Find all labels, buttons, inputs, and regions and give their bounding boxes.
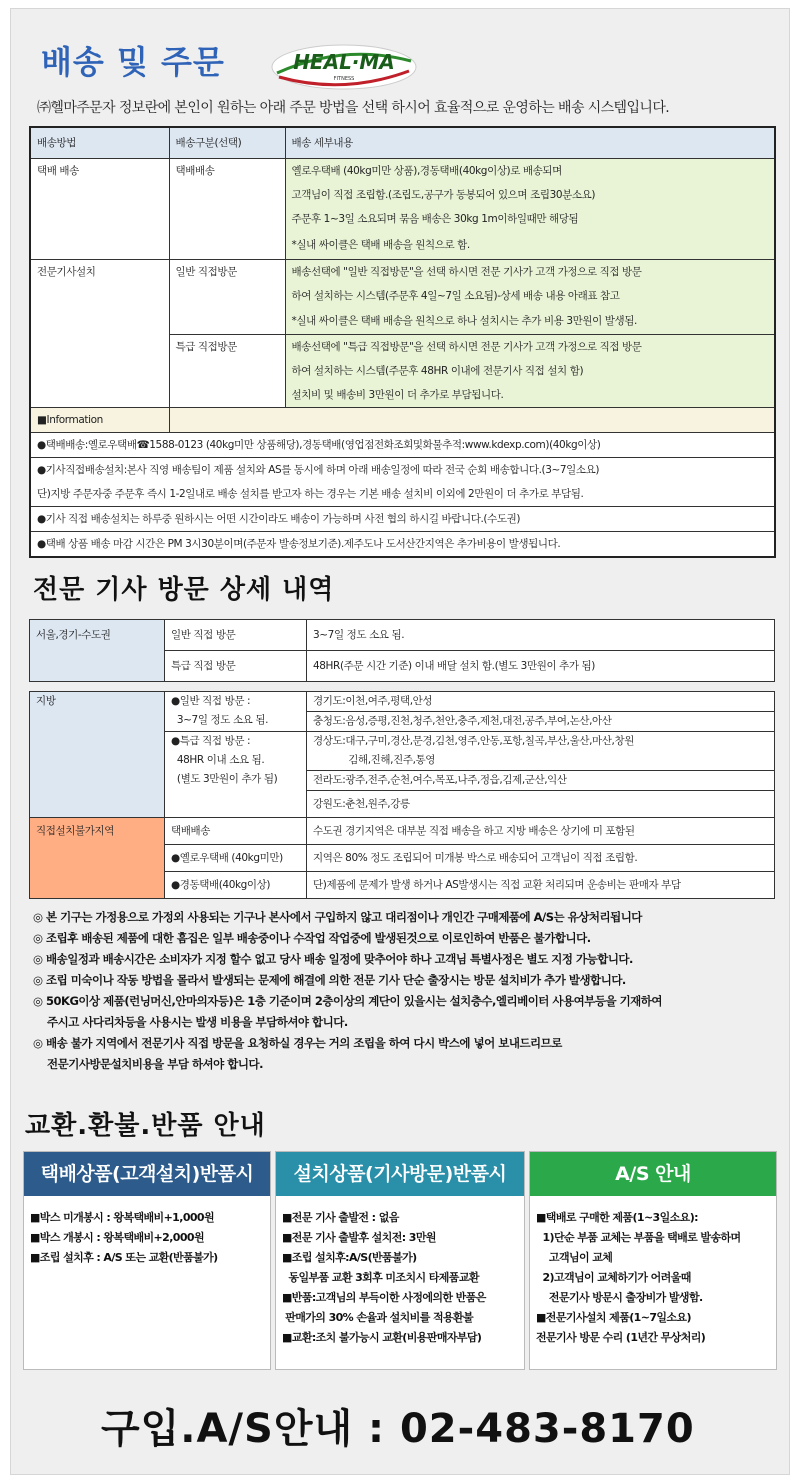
- table-header-row: [30, 127, 775, 159]
- return-box-body: [24, 1196, 270, 1280]
- return-box-body: [530, 1196, 776, 1360]
- table-row: [30, 260, 775, 335]
- visit-type-line: ●특급 직접 방문 :: [171, 735, 251, 747]
- visit-type-line: ●일반 직접 방문 :: [171, 695, 251, 707]
- visit-type-cell: [165, 732, 307, 818]
- table-row: [30, 159, 775, 260]
- unavailable-item: ●경동택배(40kg이상): [165, 872, 307, 899]
- capital-visit-table: [29, 619, 775, 682]
- page-subtitle: ㈜헬마주문자 정보란에 본인이 원하는 아래 주문 방법을 선택 하시어 효율적으로 운영하는 배송 시스템입니다.: [37, 100, 670, 116]
- detail-line: 배송선택에 "특급 직접방문"을 선택 하시면 전문 기사가 고객 가정으로 직접 방문: [291, 341, 642, 353]
- return-line: 전문기사 방문 수리 (1년간 무상처리): [536, 1331, 706, 1344]
- unavailable-detail: 지역은 80% 정도 조립되어 미개봉 박스로 배송되어 고객님이 직접 조립함.: [307, 845, 775, 872]
- unavailable-detail: 수도권 경기지역은 대부분 직접 배송을 하고 지방 배송은 상기에 미 포함된: [307, 818, 775, 845]
- region-cell: 직접설치불가지역: [30, 818, 165, 899]
- return-line: ■반품:고객님의 부득이한 사정에의한 반품은: [282, 1291, 486, 1304]
- return-line: 고객님이 교체: [536, 1251, 613, 1264]
- visit-type-cell: [165, 692, 307, 732]
- unavailable-detail: 단)제품에 문제가 발생 하거나 AS발생시는 직접 교환 처리되며 운송비는 판매자 부담: [307, 872, 775, 899]
- info-text: ●기사 직접 배송설치는 하루중 원하시는 어떤 시간이라도 배송이 가능하며 사전 협의 하시길 바랍니다.(수도권): [30, 507, 775, 532]
- note-item: ◎ 조립 미숙이나 작동 방법을 몰라서 발생되는 문제에 해결에 의한 전문 기사 단순 출장시는 방문 설치비가 추가 발생합니다.: [33, 973, 626, 987]
- note-item: ◎ 조립후 배송된 제품에 대한 흠집은 일부 배송중이나 수작업 작업중에 발생된것으로 이로인하여 반품은 불가합니다.: [33, 931, 591, 945]
- column-header: 배송구분(선택): [169, 127, 285, 159]
- logo-text: HEAL·MA: [293, 50, 395, 74]
- return-line: 전문기사 방문시 출장비가 발생함.: [536, 1291, 703, 1304]
- detail-line: *실내 싸이클은 택배 배송을 원칙으로 함.: [291, 239, 470, 251]
- return-line: 판매가의 30% 손율과 설치비를 적용환불: [282, 1311, 474, 1324]
- return-line: ■박스 미개봉시 : 왕복택배비+1,000원: [30, 1211, 215, 1224]
- table-row: [30, 818, 775, 845]
- returns-section-title: 교환.환불.반품 안내: [25, 1111, 266, 1141]
- method-cell: 택배 배송: [30, 159, 169, 260]
- info-text: ●택배 상품 배송 마감 시간은 PM 3시30분이며(주문자 발송정보기준).제주도나 도서산간지역은 추가비용이 발생됩니다.: [30, 532, 775, 558]
- return-line: ■전문기사설치 제품(1~7일소요): [536, 1311, 691, 1324]
- delivery-table: [29, 126, 776, 558]
- info-row: [30, 433, 775, 458]
- return-box-title: A/S 안내: [530, 1152, 776, 1196]
- area-line: 경상도:대구,구미,경산,문경,김천,영주,안동,포항,칠곡,부산,울산,마산,창원: [313, 735, 634, 747]
- info-text: ●기사직접배송설치:본사 직영 배송팀이 제품 설치와 AS를 동시에 하며 아래 배송일정에 따라 전국 순회 배송합니다.(3~7일소요): [37, 464, 600, 476]
- local-visit-table: [29, 691, 775, 899]
- type-cell: 특급 직접방문: [169, 335, 285, 408]
- method-cell: 전문기사설치: [30, 260, 169, 408]
- note-item: ◎ 배송일정과 배송시간은 소비자가 지정 할수 없고 당사 배송 일정에 맞추어야 하나 고객님 특별사정은 별도 지정 가능합니다.: [33, 952, 633, 966]
- unavailable-item: 택배배송: [165, 818, 307, 845]
- visit-type-line: (별도 3만원이 추가 됨): [171, 773, 278, 785]
- healma-logo: [269, 37, 419, 93]
- table-row: [30, 692, 775, 712]
- visit-detail-cell: 3~7일 정도 소요 됨.: [307, 620, 775, 651]
- column-header: 배송방법: [30, 127, 169, 159]
- detail-line: 주문후 1~3일 소요되며 묶음 배송은 30kg 1m이하일때만 해당됨: [291, 213, 579, 225]
- visit-type-cell: 일반 직접 방문: [165, 620, 307, 651]
- note-item: 전문기사방문설치비용을 부담 하셔야 합니다.: [33, 1057, 263, 1071]
- return-line: ■조립 설치후:A/S(반품불가): [282, 1251, 417, 1264]
- area-cell: 강원도:춘천,원주,강릉: [307, 791, 775, 818]
- return-line: ■교환:조치 불가능시 교환(비용판매자부담): [282, 1331, 482, 1344]
- info-text-block: [30, 458, 775, 507]
- area-cell: 충청도:음성,증평,진천,청주,천안,충주,제천,대전,공주,부여,논산,아산: [307, 712, 775, 732]
- area-cell: 경기도:이천,여주,평택,안성: [307, 692, 775, 712]
- note-item: 주시고 사다리차등을 사용시는 발생 비용을 부담하셔야 합니다.: [33, 1015, 348, 1029]
- info-empty-cell: [169, 408, 775, 433]
- return-line: ■조립 설치후 : A/S 또는 교환(반품불가): [30, 1251, 218, 1264]
- detail-cell: [285, 260, 775, 335]
- visit-type-cell: 특급 직접 방문: [165, 651, 307, 682]
- return-box-title: 설치상품(기사방문)반품시: [276, 1152, 524, 1196]
- note-item: ◎ 본 기구는 가정용으로 가정외 사용되는 기구나 본사에서 구입하지 않고 대리점이나 개인간 구매제품에 A/S는 유상처리됩니다: [33, 910, 642, 924]
- unavailable-item: ●옐로우택배 (40kg미만): [165, 845, 307, 872]
- notes-list: [33, 907, 773, 1075]
- detail-line: 하여 설치하는 시스템(주문후 4일~7일 소요됨)-상세 배송 내용 아래표 참고: [291, 290, 620, 302]
- return-box-body: [276, 1196, 524, 1360]
- type-cell: 택배배송: [169, 159, 285, 260]
- info-row: [30, 458, 775, 507]
- detail-cell: [285, 335, 775, 408]
- return-line: ■박스 개봉시 : 왕복택배비+2,000원: [30, 1231, 204, 1244]
- detail-line: 옐로우택배 (40kg미만 상품),경동택배(40kg이상)로 배송되며: [291, 165, 562, 177]
- detail-line: 배송선택에 "일반 직접방문"을 선택 하시면 전문 기사가 고객 가정으로 직접 방문: [291, 266, 642, 278]
- return-box-title: 택배상품(고객설치)반품시: [24, 1152, 270, 1196]
- logo-sub: FITNESS: [333, 76, 355, 82]
- return-box-courier: [23, 1151, 271, 1370]
- detail-line: *실내 싸이클은 택배 배송을 원칙으로 하나 설치시는 추가 비용 3만원이 발생됨.: [291, 315, 637, 327]
- column-header: 배송 세부내용: [285, 127, 775, 159]
- detail-line: 고객님이 직접 조립함.(조립도,공구가 동봉되어 있으며 조립30분소요): [291, 189, 596, 201]
- contact-phone: 구입.A/S안내 : 02-483-8170: [101, 1406, 695, 1452]
- return-box-as: [529, 1151, 777, 1370]
- info-text: ●택배배송:옐로우택배☎1588-0123 (40kg미만 상품해당),경동택배(영업점전화조회및화물추적:www.kdexp.com)(40kg이상): [30, 433, 775, 458]
- return-line: 1)단순 부품 교체는 부품을 택배로 발송하며: [536, 1231, 741, 1244]
- region-cell: 지방: [30, 692, 165, 818]
- area-cell: [307, 732, 775, 771]
- page-panel: [10, 8, 790, 1475]
- page-title: 배송 및 주문: [41, 43, 225, 81]
- type-cell: 일반 직접방문: [169, 260, 285, 335]
- visit-detail-cell: 48HR(주문 시간 기준) 이내 배달 설치 함.(별도 3만원이 추가 됨): [307, 651, 775, 682]
- return-box-install: [275, 1151, 525, 1370]
- info-header-row: [30, 408, 775, 433]
- return-line: ■전문 기사 출발후 설치전: 3만원: [282, 1231, 436, 1244]
- info-row: [30, 532, 775, 558]
- detail-line: 하여 설치하는 시스템(주문후 48HR 이내에 전문기사 직접 설치 함): [291, 365, 584, 377]
- return-line: 2)고객님이 교체하기가 어려울때: [536, 1271, 691, 1284]
- info-text: 단)지방 주문자중 주문후 즉시 1-2일내로 배송 설치를 받고자 하는 경우는 기본 배송 설치비 이외에 2만원이 더 추가로 부담됨.: [37, 488, 584, 500]
- note-item: ◎ 배송 불가 지역에서 전문기사 직접 방문을 요청하실 경우는 거의 조립을 하여 다시 박스에 넣어 보내드리므로: [33, 1036, 562, 1050]
- visit-section-title: 전문 기사 방문 상세 내역: [33, 575, 335, 605]
- visit-type-line: 48HR 이내 소요 됨.: [171, 754, 265, 766]
- return-line: ■택배로 구매한 제품(1~3일소요):: [536, 1211, 698, 1224]
- table-row: [30, 620, 775, 651]
- return-line: 동일부품 교환 3회후 미조치시 타제품교환: [282, 1271, 479, 1284]
- info-label: ■Information: [30, 408, 169, 433]
- info-row: [30, 507, 775, 532]
- visit-type-line: 3~7일 정도 소요 됨.: [171, 714, 269, 726]
- detail-cell: [285, 159, 775, 260]
- region-cell: 서울,경기-수도권: [30, 620, 165, 682]
- detail-line: 설치비 및 배송비 3만원이 더 추가로 부담됩니다.: [291, 389, 504, 401]
- note-item: ◎ 50KG이상 제품(런닝머신,안마의자등)은 1층 기준이며 2층이상의 계단이 있을시는 설치층수,엘리베이터 사용여부등을 기재하여: [33, 994, 663, 1008]
- area-line: 김해,진해,진주,통영: [313, 754, 436, 766]
- area-cell: 전라도:광주,전주,순천,여수,목포,나주,정읍,김제,군산,익산: [307, 771, 775, 791]
- return-line: ■전문 기사 출발전 : 없음: [282, 1211, 399, 1224]
